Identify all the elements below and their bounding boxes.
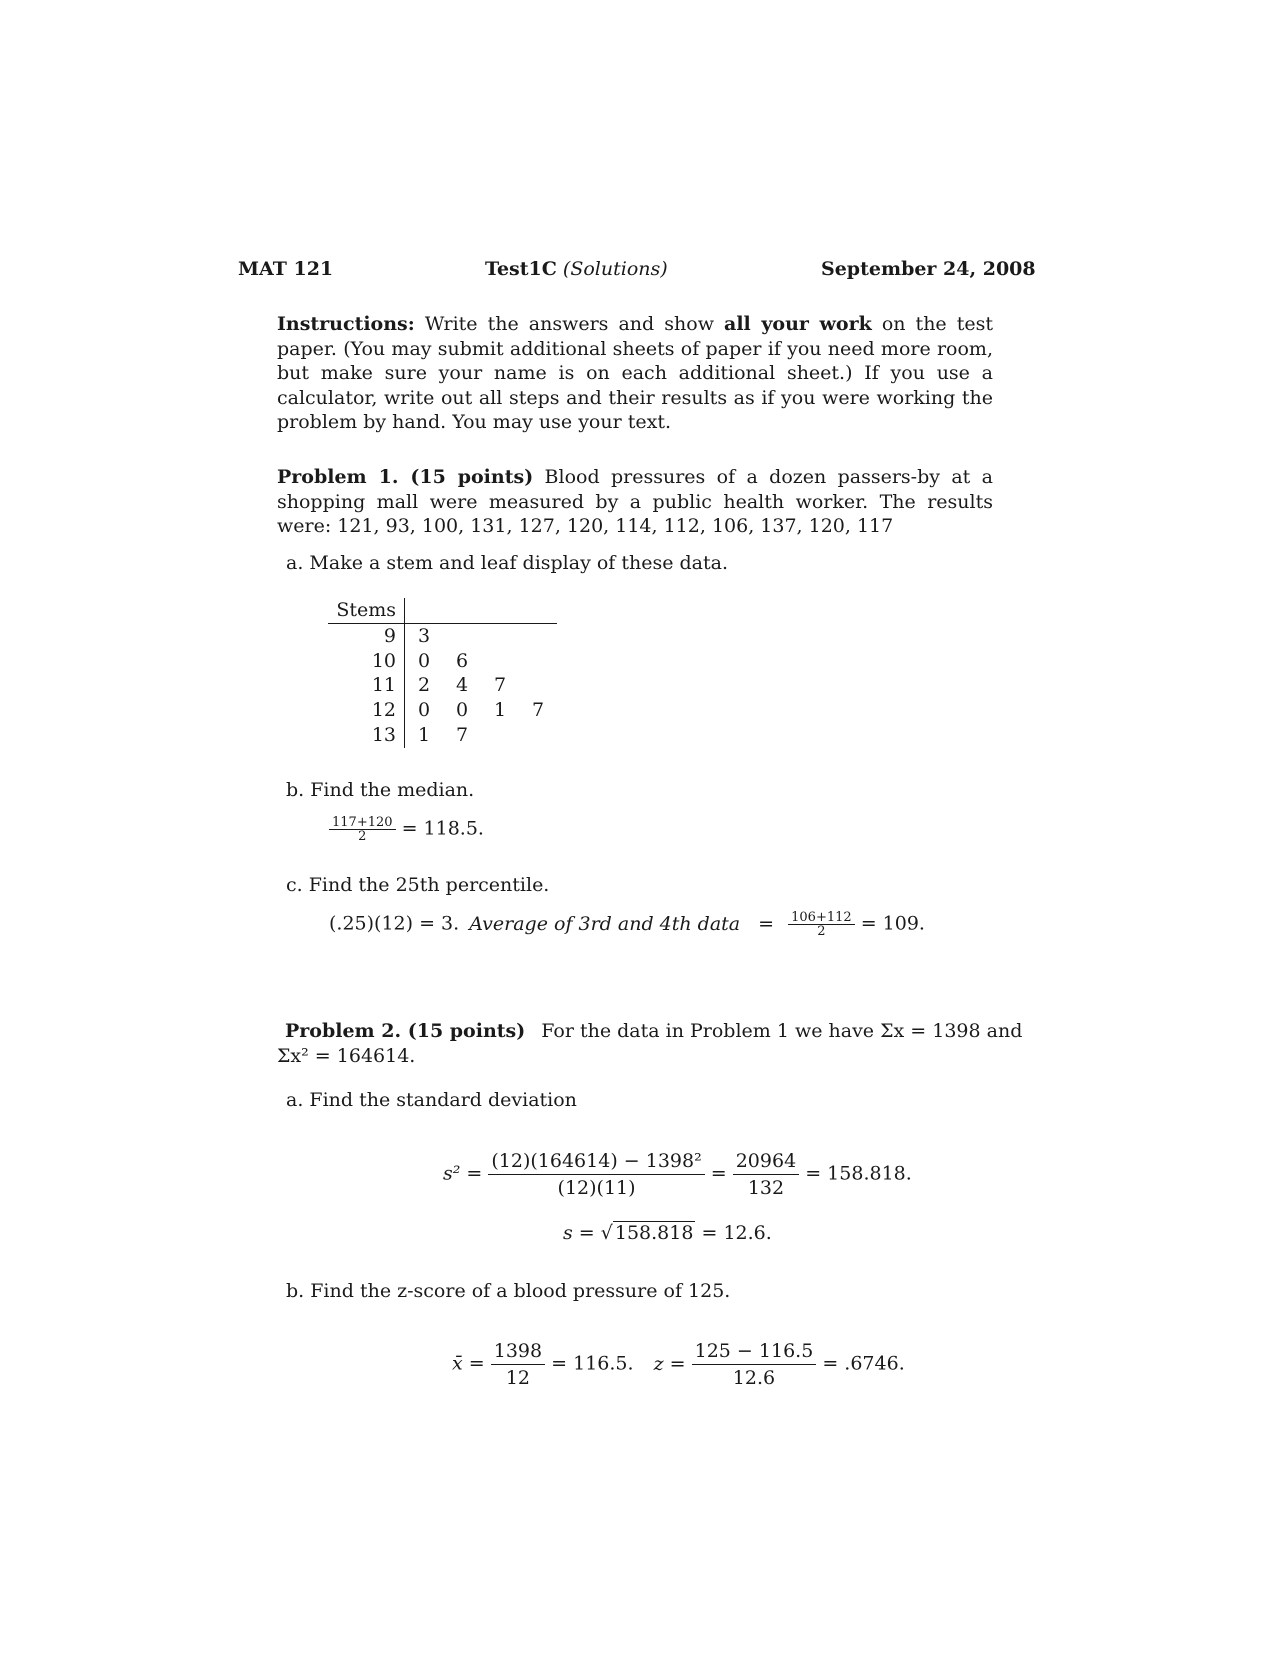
leaf-value: 2 — [417, 674, 431, 697]
course-code: MAT 121 — [238, 258, 334, 280]
sqrt-symbol: √ — [600, 1222, 613, 1244]
stem-value: 9 — [328, 623, 405, 648]
stem-value: 11 — [328, 673, 405, 698]
stem-leaf-row: 10 0 6 — [328, 649, 557, 674]
zscore-equation: x̄ = $\frac{1398}{12}$ = 116.5. z = $\frac{125 - 116.5}{12.6}$ = .6746. — [452, 1340, 905, 1389]
problem1-part-b: b. Find the median. — [286, 779, 475, 801]
problem1-label: Problem 1. (15 points) — [277, 466, 534, 488]
leaf-value: 0 — [417, 699, 431, 722]
leaf-value: 0 — [417, 649, 431, 672]
solutions-label: (Solutions) — [562, 258, 668, 280]
percentile-fraction: $\frac{106+112}{2}$ — [788, 911, 855, 938]
problem2-part-b: b. Find the z-score of a blood pressure of 125. — [286, 1280, 731, 1302]
zscore-fraction: $\frac{125 - 116.5}{12.6}$ — [692, 1338, 817, 1391]
stem-leaf-row: 13 1 7 — [328, 723, 557, 748]
problem2-label: Problem 2. (15 points) — [285, 1020, 526, 1042]
stem-leaf-row: 11 2 4 7 — [328, 673, 557, 698]
std-dev-equation: s = √ 158.818 = 12.6. — [563, 1222, 772, 1244]
problem2-part-a: a. Find the standard deviation — [286, 1089, 577, 1111]
test-title — [485, 258, 668, 280]
stem-leaf-row — [328, 623, 557, 648]
problem1-part-c: c. Find the 25th percentile. — [286, 874, 550, 896]
instructions-paragraph: Instructions: Write the answers and show all your work on the test paper. (You may submit additional sheets of paper if you need more room, but make sure your name is on each additional sheet.) If you use a calculator, write out all steps and their results as if you were working the problem by hand. You may use your text. — [277, 313, 993, 434]
variance-equation: s² = $\frac{\text{(12)(164614) − 1398²}}{(12)(11)}$ = $\frac{20964}{132}$ = 158.818. — [443, 1150, 912, 1199]
stem-value: 12 — [328, 698, 405, 723]
variance-fraction-reduced: $\frac{20964}{132}$ — [733, 1148, 799, 1201]
problem2-statement-line1: Problem 2. (15 points) For the data in Problem 1 we have Σx = 1398 and — [285, 1020, 1023, 1042]
test-date: September 24, 2008 — [821, 258, 1036, 280]
stem-leaf-display — [328, 598, 557, 748]
stems-header: Stems — [328, 598, 405, 623]
stem-value: 13 — [328, 723, 405, 748]
leaf-value: 1 — [417, 723, 431, 746]
emphasis-all-your-work: all your work — [724, 313, 872, 335]
stem-leaf-header-row — [328, 598, 557, 623]
mean-fraction: $\frac{1398}{12}$ — [491, 1338, 545, 1391]
problem2-statement-line2: Σx² = 164614. — [277, 1045, 416, 1067]
variance-fraction: $\frac{\text{(12)(164614) − 1398²}}{(12)(11)}$ — [488, 1148, 704, 1201]
leaf-value: 3 — [417, 624, 431, 647]
stem-value: 10 — [328, 649, 405, 674]
median-answer: $\frac{117+120}{2}$ = 118.5. — [329, 816, 484, 843]
percentile-answer: (.25)(12) = 3. Average of 3rd and 4th data = $\frac{106+112}{2}$ = 109. — [329, 910, 925, 939]
test-name: Test1C — [485, 258, 557, 280]
median-fraction: $\frac{117+120}{2}$ — [329, 816, 396, 843]
problem1-part-a: a. Make a stem and leaf display of these data. — [286, 552, 729, 574]
instructions-label: Instructions: — [277, 313, 415, 335]
problem1-statement: Problem 1. (15 points) Blood pressures of a dozen passers-by at a shopping mall were measured by a public health worker. The results were: 121, 93, 100, 131, 127, 120, 114, 112, 106, 137, 120, 117 — [277, 466, 993, 538]
stem-leaf-row: 12 0 0 1 7 — [328, 698, 557, 723]
sqrt-radicand: 158.818 — [614, 1222, 694, 1244]
